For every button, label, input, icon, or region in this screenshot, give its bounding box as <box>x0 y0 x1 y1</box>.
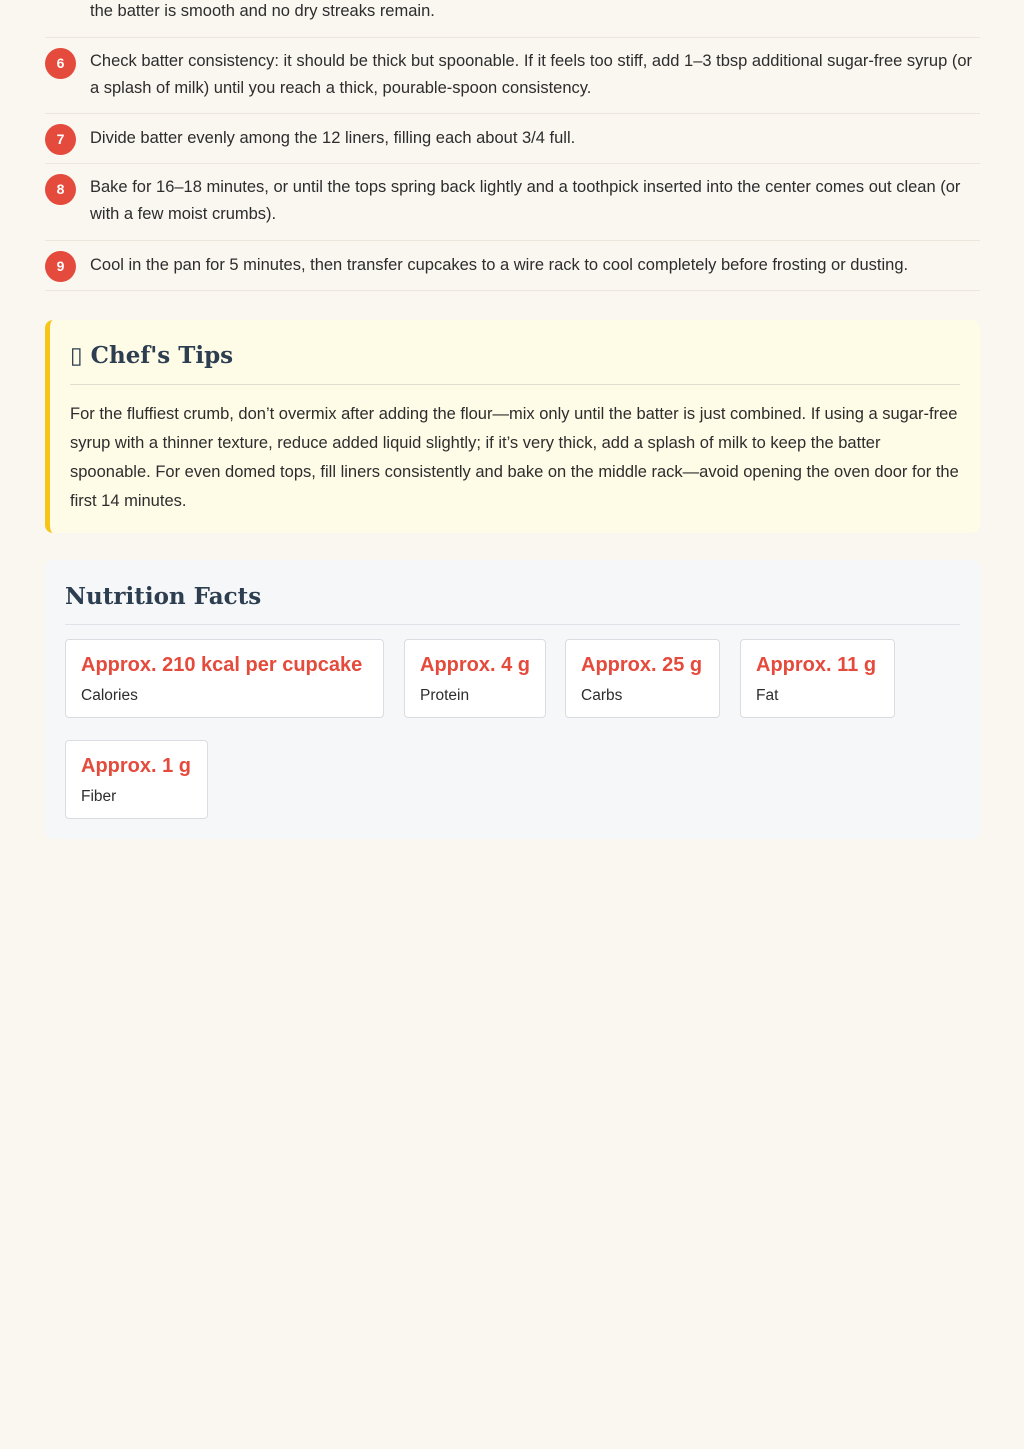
instruction-steps <box>45 0 980 291</box>
step-text: Cool in the pan for 5 minutes, then transfer cupcakes to a wire rack to cool completely before frosting or dusting. <box>90 256 909 274</box>
nutrition-value: Approx. 210 kcal per cupcake <box>81 654 363 676</box>
nutrition-value: Approx. 1 g <box>81 755 192 777</box>
nutrition-card-fiber <box>65 740 208 819</box>
nutrition-card-fat <box>740 639 895 718</box>
nutrition-card-calories <box>65 639 384 718</box>
step-item <box>45 241 980 291</box>
step-text: Divide batter evenly among the 12 liners, filling each about 3/4 full. <box>90 129 576 147</box>
divider <box>70 384 960 385</box>
step-number-badge: 9 <box>45 251 76 282</box>
step-number-badge: 8 <box>45 174 76 205</box>
divider <box>65 624 960 625</box>
step-number-badge: 6 <box>45 48 76 79</box>
nutrition-value: Approx. 11 g <box>756 654 877 676</box>
step-text: the batter is smooth and no dry streaks remain. <box>90 2 435 20</box>
nutrition-card-carbs <box>565 639 720 718</box>
nutrition-value: Approx. 25 g <box>581 654 703 676</box>
nutrition-facts-panel <box>45 560 980 839</box>
step-item <box>45 114 980 164</box>
nutrition-card-protein <box>404 639 546 718</box>
chefs-tips-panel <box>45 320 980 533</box>
nutrition-facts-title: Nutrition Facts <box>65 583 262 610</box>
step-item <box>45 38 980 114</box>
step-text: Check batter consistency: it should be thick but spoonable. If it feels too stiff, add 1–3 tbsp additional sugar-free syrup (or a splash of milk) until you reach a thick, pourable-spoon consistency. <box>90 52 973 97</box>
chefs-tips-body: For the fluffiest crumb, don’t overmix after adding the flour—mix only until the batter is just combined. If using a sugar-free syrup with a thinner texture, reduce added liquid slightly; if it’s very thick, add a splash of milk to keep the batter spoonable. For even domed tops, fill liners consistently and bake on the middle rack—avoid opening the oven door for the first 14 minutes. <box>70 405 959 510</box>
nutrition-value: Approx. 4 g <box>420 654 531 676</box>
chefs-tips-title: ▯ Chef's Tips <box>70 342 234 369</box>
step-number-badge: 7 <box>45 124 76 155</box>
nutrition-label: Fiber <box>81 788 117 805</box>
nutrition-label: Fat <box>756 687 779 704</box>
step-item <box>45 0 980 38</box>
nutrition-label: Protein <box>420 687 470 704</box>
nutrition-label: Carbs <box>581 687 623 704</box>
step-text: Bake for 16–18 minutes, or until the tops spring back lightly and a toothpick inserted into the center comes out clean (or with a few moist crumbs). <box>90 178 961 223</box>
nutrition-label: Calories <box>81 687 138 704</box>
step-item <box>45 164 980 241</box>
